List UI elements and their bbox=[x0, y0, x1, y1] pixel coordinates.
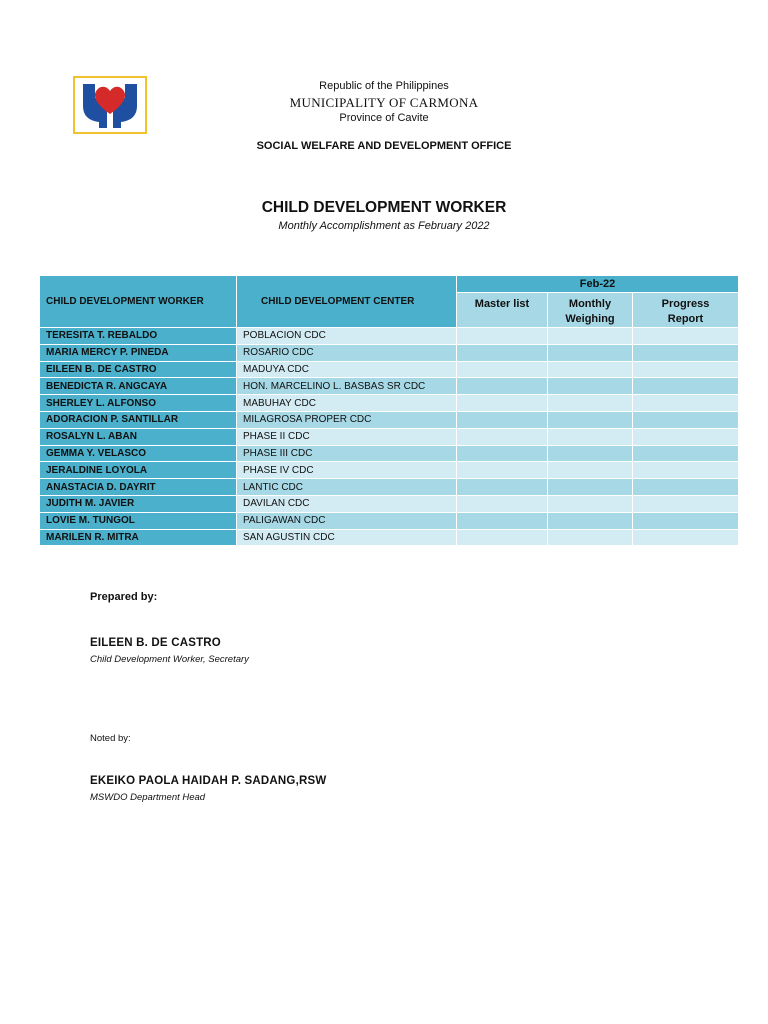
master-list-cell bbox=[457, 378, 548, 395]
table-row bbox=[40, 378, 739, 395]
progress-report-cell bbox=[633, 496, 739, 513]
monthly-weighing-cell bbox=[548, 395, 633, 412]
monthly-weighing-cell bbox=[548, 462, 633, 479]
master-list-cell bbox=[457, 328, 548, 345]
master-list-cell bbox=[457, 345, 548, 362]
master-list-cell bbox=[457, 395, 548, 412]
noter-role: MSWDO Department Head bbox=[90, 792, 206, 803]
progress-report-cell bbox=[633, 513, 739, 530]
progress-report-cell bbox=[633, 395, 739, 412]
worker-cell: MARIA MERCY P. PINEDA bbox=[40, 345, 237, 362]
table-row bbox=[40, 429, 739, 446]
master-list-cell bbox=[457, 362, 548, 379]
table-row bbox=[40, 479, 739, 496]
table-row bbox=[40, 496, 739, 513]
center-cell: POBLACION CDC bbox=[237, 328, 457, 345]
center-cell: HON. MARCELINO L. BASBAS SR CDC bbox=[237, 378, 457, 395]
master-list-cell bbox=[457, 513, 548, 530]
master-list-cell bbox=[457, 479, 548, 496]
table-row bbox=[40, 395, 739, 412]
master-list-cell bbox=[457, 462, 548, 479]
monthly-weighing-cell bbox=[548, 345, 633, 362]
center-cell: SAN AGUSTIN CDC bbox=[237, 530, 457, 547]
master-list-cell bbox=[457, 412, 548, 429]
table-row bbox=[40, 530, 739, 547]
header-master-list: Master list bbox=[457, 293, 548, 328]
preparer-role: Child Development Worker, Secretary bbox=[90, 654, 249, 665]
office-line: SOCIAL WELFARE AND DEVELOPMENT OFFICE bbox=[256, 140, 512, 152]
progress-report-cell bbox=[633, 362, 739, 379]
page-subtitle: Monthly Accomplishment as February 2022 bbox=[278, 220, 490, 232]
monthly-weighing-cell bbox=[548, 513, 633, 530]
monthly-weighing-cell bbox=[548, 328, 633, 345]
noted-by-label: Noted by: bbox=[90, 733, 131, 744]
progress-report-cell bbox=[633, 378, 739, 395]
noter-name: EKEIKO PAOLA HAIDAH P. SADANG,RSW bbox=[90, 775, 327, 787]
monthly-weighing-cell bbox=[548, 446, 633, 463]
worker-cell: BENEDICTA R. ANGCAYA bbox=[40, 378, 237, 395]
monthly-weighing-cell bbox=[548, 530, 633, 547]
center-cell: LANTIC CDC bbox=[237, 479, 457, 496]
header-worker: CHILD DEVELOPMENT WORKER bbox=[40, 276, 237, 328]
progress-report-cell bbox=[633, 446, 739, 463]
progress-report-cell bbox=[633, 328, 739, 345]
monthly-weighing-cell bbox=[548, 429, 633, 446]
center-cell: PHASE III CDC bbox=[237, 446, 457, 463]
worker-cell: EILEEN B. DE CASTRO bbox=[40, 362, 237, 379]
monthly-weighing-cell bbox=[548, 496, 633, 513]
progress-report-cell bbox=[633, 345, 739, 362]
progress-report-cell bbox=[633, 462, 739, 479]
worker-cell: LOVIE M. TUNGOL bbox=[40, 513, 237, 530]
worker-cell: ROSALYN L. ABAN bbox=[40, 429, 237, 446]
center-cell: PALIGAWAN CDC bbox=[237, 513, 457, 530]
accomplishment-table bbox=[40, 276, 739, 546]
worker-cell: JERALDINE LOYOLA bbox=[40, 462, 237, 479]
monthly-weighing-cell bbox=[548, 479, 633, 496]
header-month: Feb-22 bbox=[457, 276, 739, 293]
table-row bbox=[40, 412, 739, 429]
progress-report-cell bbox=[633, 412, 739, 429]
header-progress-report: Progress Report bbox=[633, 293, 739, 328]
progress-report-cell bbox=[633, 429, 739, 446]
monthly-weighing-cell bbox=[548, 412, 633, 429]
province-line: Province of Cavite bbox=[339, 112, 429, 124]
master-list-cell bbox=[457, 530, 548, 547]
table-row bbox=[40, 462, 739, 479]
center-cell: MABUHAY CDC bbox=[237, 395, 457, 412]
progress-report-cell bbox=[633, 479, 739, 496]
table-row bbox=[40, 345, 739, 362]
table-row bbox=[40, 513, 739, 530]
municipality-line: MUNICIPALITY OF CARMONA bbox=[289, 95, 479, 110]
progress-report-cell bbox=[633, 530, 739, 547]
worker-cell: JUDITH M. JAVIER bbox=[40, 496, 237, 513]
table-row bbox=[40, 446, 739, 463]
worker-cell: GEMMA Y. VELASCO bbox=[40, 446, 237, 463]
center-cell: ROSARIO CDC bbox=[237, 345, 457, 362]
prepared-by-label: Prepared by: bbox=[90, 591, 158, 603]
table-row bbox=[40, 328, 739, 345]
page-title: CHILD DEVELOPMENT WORKER bbox=[261, 199, 507, 216]
center-cell: MADUYA CDC bbox=[237, 362, 457, 379]
worker-cell: SHERLEY L. ALFONSO bbox=[40, 395, 237, 412]
center-cell: DAVILAN CDC bbox=[237, 496, 457, 513]
worker-cell: ANASTACIA D. DAYRIT bbox=[40, 479, 237, 496]
monthly-weighing-cell bbox=[548, 378, 633, 395]
monthly-weighing-cell bbox=[548, 362, 633, 379]
preparer-name: EILEEN B. DE CASTRO bbox=[90, 637, 221, 649]
worker-cell: MARILEN R. MITRA bbox=[40, 530, 237, 547]
center-cell: MILAGROSA PROPER CDC bbox=[237, 412, 457, 429]
header-center: CHILD DEVELOPMENT CENTER bbox=[237, 276, 457, 328]
republic-line: Republic of the Philippines bbox=[319, 80, 449, 92]
table-row bbox=[40, 362, 739, 379]
header-monthly-weighing: Monthly Weighing bbox=[548, 293, 633, 328]
master-list-cell bbox=[457, 429, 548, 446]
master-list-cell bbox=[457, 446, 548, 463]
worker-cell: TERESITA T. REBALDO bbox=[40, 328, 237, 345]
center-cell: PHASE II CDC bbox=[237, 429, 457, 446]
worker-cell: ADORACION P. SANTILLAR bbox=[40, 412, 237, 429]
master-list-cell bbox=[457, 496, 548, 513]
center-cell: PHASE IV CDC bbox=[237, 462, 457, 479]
